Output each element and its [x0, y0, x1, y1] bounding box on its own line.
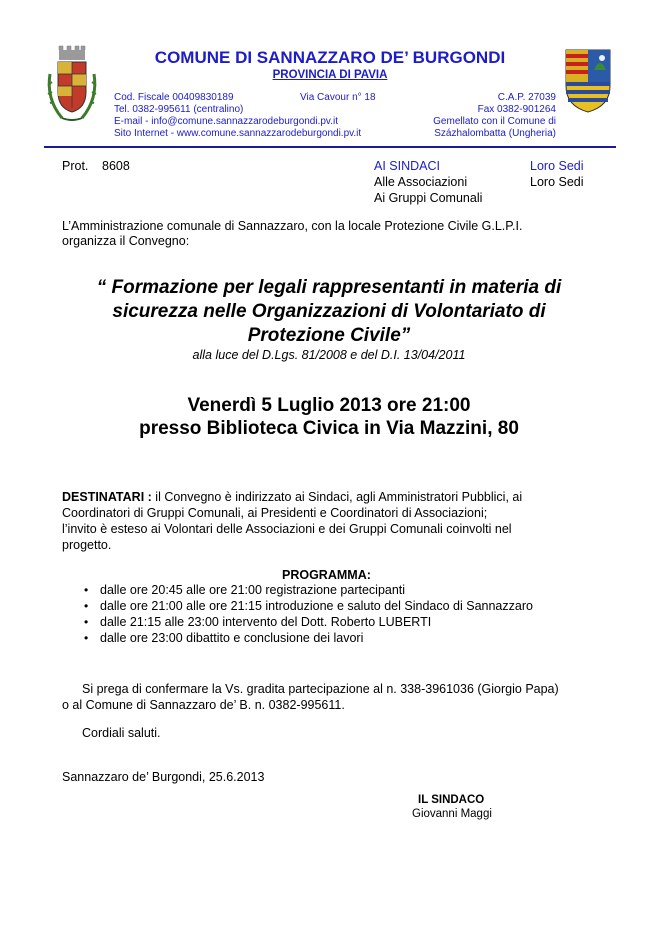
signature-name: Giovanni Maggi [412, 808, 492, 820]
programma-heading: PROGRAMMA: [282, 568, 371, 582]
province-name: PROVINCIA DI PAVIA [272, 69, 388, 81]
email-address: E-mail - info@comune.sannazzarodeburgondi.pv.it [114, 116, 338, 127]
programma-item: • dalle 21:15 alle 23:00 intervento del Dott. Roberto LUBERTI [78, 614, 533, 630]
convegno-title-line: Protezione Civile” [247, 325, 411, 346]
twinned-town: Százhalombatta (Ungheria) [434, 128, 556, 139]
protocol-number: 8608 [102, 159, 130, 173]
street-address: Via Cavour n° 18 [300, 92, 376, 103]
postal-code: C.A.P. 27039 [497, 92, 556, 103]
twinned-label: Gemellato con il Comune di [433, 116, 556, 127]
protocol-label: Prot. [62, 159, 89, 173]
destinatari-line: Coordinatori di Gruppi Comunali, ai Presidenti e Coordinatori di Associazioni; [62, 506, 488, 520]
header-divider [44, 146, 616, 148]
fax-number: Fax 0382-901264 [477, 104, 556, 115]
greeting: Cordiali saluti. [82, 726, 161, 740]
website-address: Sito Internet - www.comune.sannazzarodeburgondi.pv.it [114, 128, 362, 139]
signature-role: IL SINDACO [418, 794, 485, 806]
recipient-location: Loro Sedi [530, 175, 584, 189]
fiscal-code: Cod. Fiscale 00409830189 [114, 92, 234, 103]
destinatari-text: il Convegno è indirizzato ai Sindaci, agli Amministratori Pubblici, ai [151, 490, 523, 504]
programma-item: • dalle ore 23:00 dibattito e conclusione dei lavori [78, 630, 533, 646]
convegno-title-line: “ Formazione per legali rappresentanti in materia di [96, 277, 562, 298]
destinatari-line: progetto. [62, 538, 112, 552]
destinatari-line [62, 489, 522, 505]
event-date: Venerdì 5 Luglio 2013 ore 21:00 [187, 395, 471, 416]
programma-item: • dalle ore 21:00 alle ore 21:15 introduzione e saluto del Sindaco di Sannazzaro [78, 598, 533, 614]
event-venue: presso Biblioteca Civica in Via Mazzini, 80 [139, 418, 519, 439]
phone-number: Tel. 0382-995611 (centralino) [114, 104, 244, 115]
intro-line: L’Amministrazione comunale di Sannazzaro, con la locale Protezione Civile G.L.P.I. [62, 219, 523, 233]
destinatari-label: DESTINATARI : [62, 490, 152, 504]
programma-list [78, 582, 533, 646]
convegno-subtitle: alla luce del D.Lgs. 81/2008 e del D.I. 13/04/2011 [192, 348, 466, 362]
destinatari-line: l’invito è esteso ai Volontari delle Associazioni e dei Gruppi Comunali coinvolti nel [62, 522, 512, 536]
recipient-location: Loro Sedi [530, 159, 584, 173]
place-and-date: Sannazzaro de’ Burgondi, 25.6.2013 [62, 770, 265, 784]
programma-item: • dalle ore 20:45 alle ore 21:00 registrazione partecipanti [78, 582, 533, 598]
recipient-name: Alle Associazioni [374, 175, 468, 189]
municipality-title: COMUNE DI SANNAZZARO DE’ BURGONDI [154, 48, 506, 67]
confirm-line: o al Comune di Sannazzaro de’ B. n. 0382-995611. [62, 698, 345, 712]
recipient-name: AI SINDACI [374, 159, 440, 173]
confirm-line: Si prega di confermare la Vs. gradita partecipazione al n. 338-3961036 (Giorgio Papa) [82, 682, 559, 696]
twinned-town-shield-emblem [564, 48, 612, 114]
convegno-title-line: sicurezza nelle Organizzazioni di Volontariato di [112, 301, 546, 322]
town-coat-of-arms-emblem [44, 44, 100, 124]
intro-line: organizza il Convegno: [62, 234, 190, 248]
recipient-name: Ai Gruppi Comunali [374, 191, 483, 205]
